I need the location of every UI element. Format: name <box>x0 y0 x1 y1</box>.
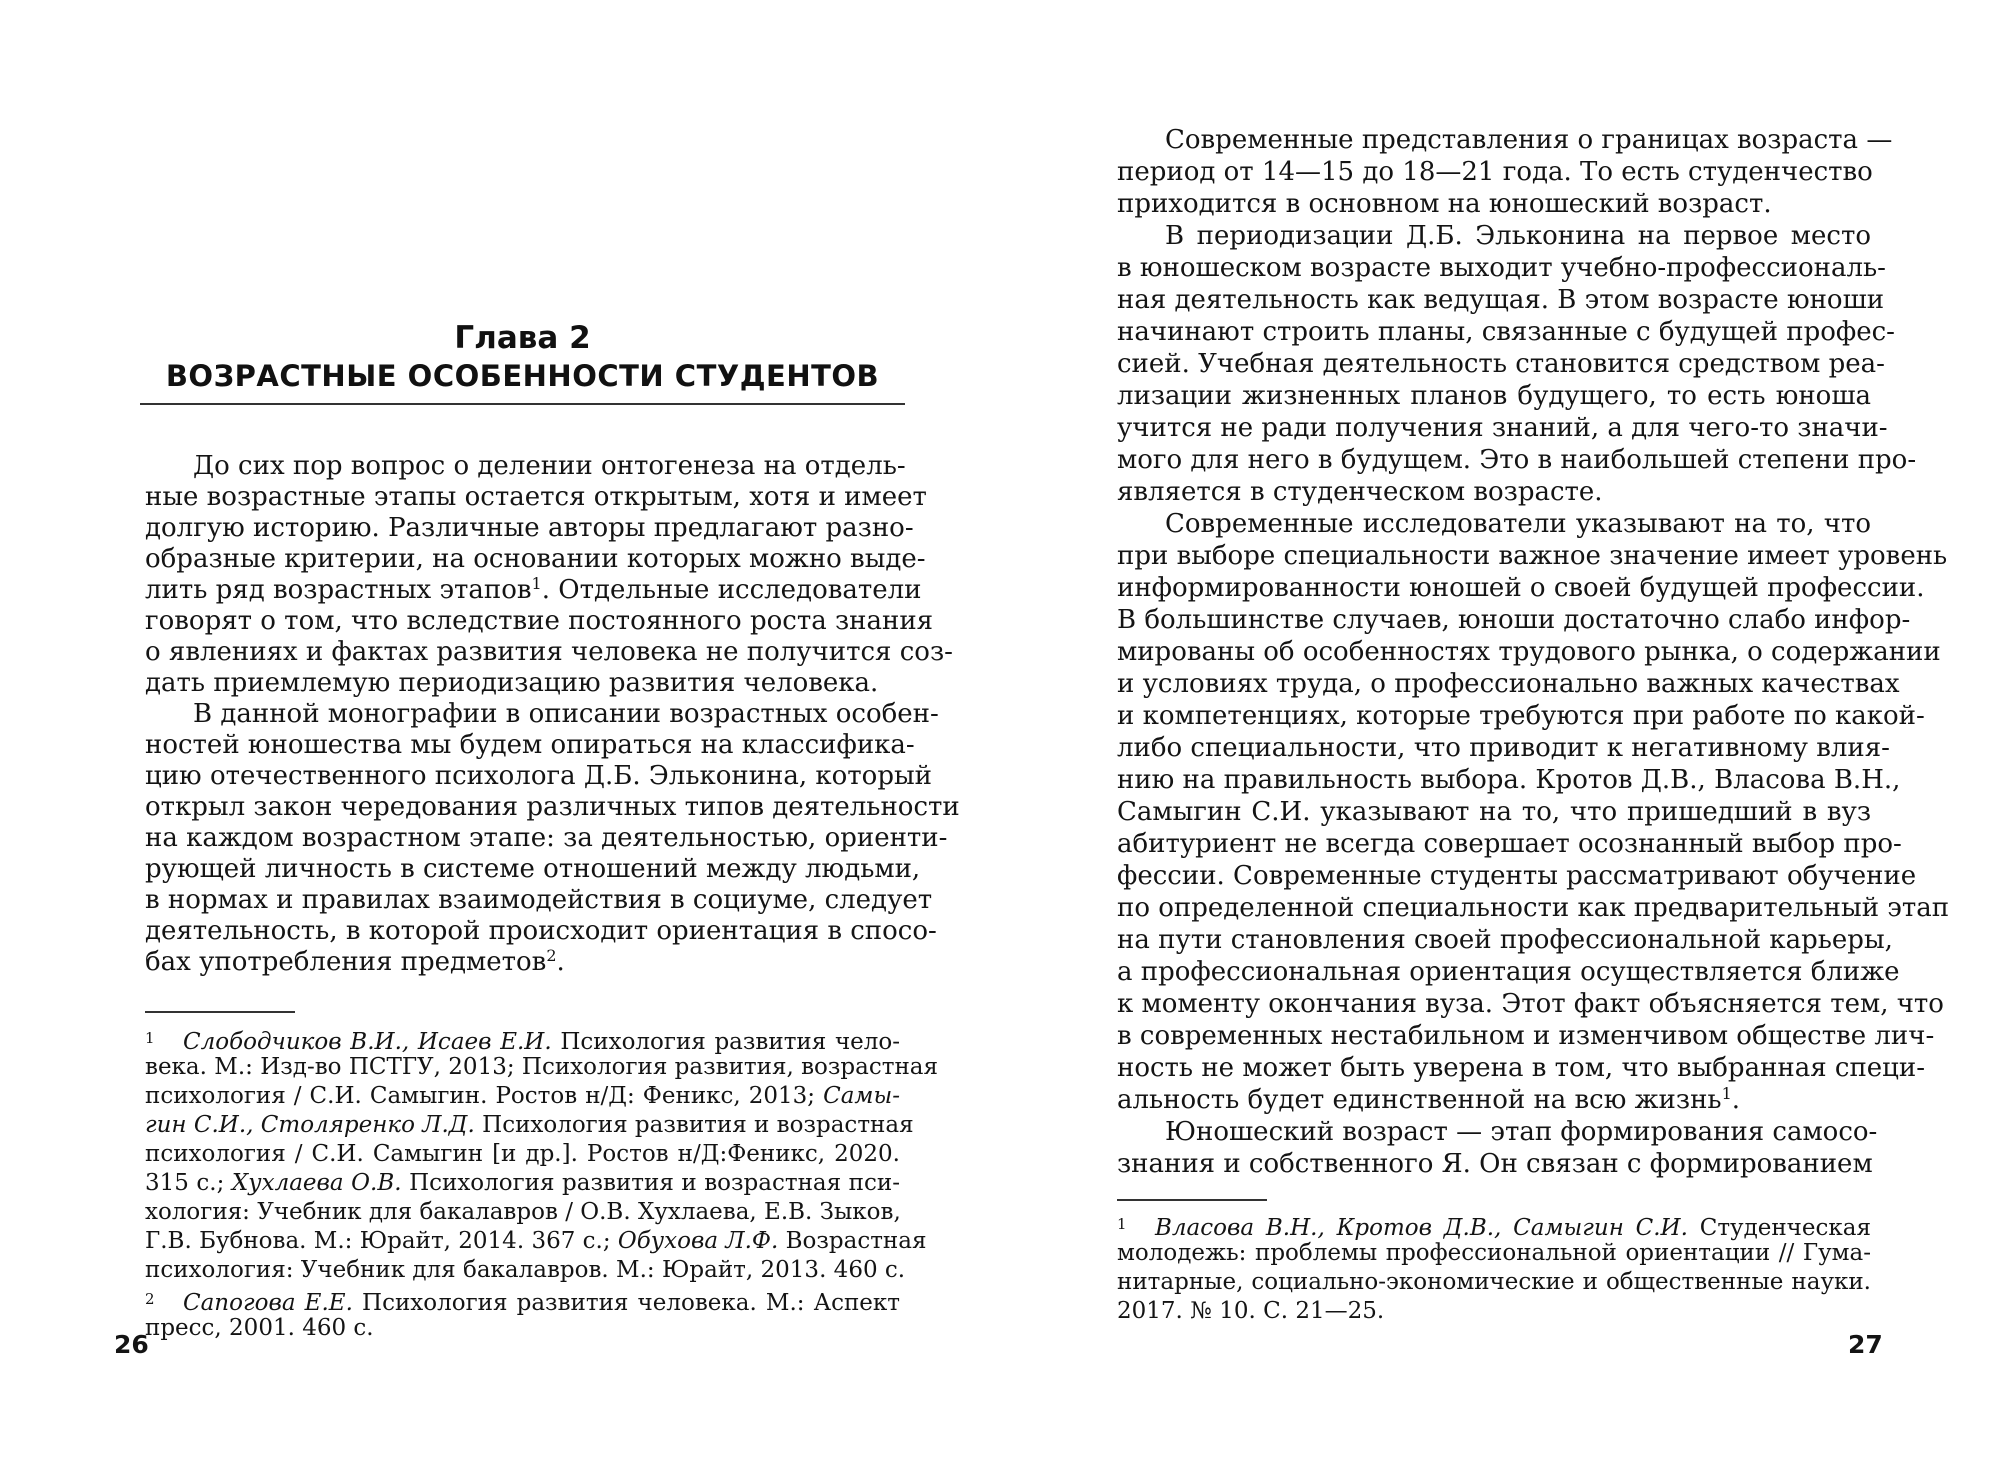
text-line: мого для него в будущем. Это в наибольшей степени про- <box>1117 445 1917 475</box>
footnote-author: Хухлаева О.В. <box>231 1170 402 1196</box>
text-line: долгую историю. Различные авторы предлагают разно- <box>145 513 914 543</box>
footnote-line: молодежь: проблемы профессиональной ориентации // Гума- <box>1117 1240 1871 1266</box>
text-line: бах употребления предметов$^2$. <box>145 946 565 977</box>
text-line: учится не ради получения знаний, а для чего-то значи- <box>1117 413 1888 443</box>
text-line: нию на правильность выбора. Кротов Д.В., Власова В.Н., <box>1117 765 1901 795</box>
text-line: фессии. Современные студенты рассматривают обучение <box>1117 861 1917 891</box>
text-line: и компетенциях, которые требуются при работе по какой- <box>1117 701 1925 731</box>
page-number-left: 26 <box>114 1330 149 1359</box>
text-fragment: . Отдельные исследователи <box>541 575 922 605</box>
text-line: лизации жизненных планов будущего, то есть юноша <box>1117 381 1871 411</box>
text-line: к моменту окончания вуза. Этот факт объясняется тем, что <box>1117 989 1944 1019</box>
footnote-line <box>145 1169 900 1198</box>
text-line: на каждом возрастном этапе: за деятельностью, ориенти- <box>145 823 948 853</box>
chapter-number: Глава 2 <box>454 320 591 356</box>
text-line: ность не может быть уверена в том, что выбранная специ- <box>1117 1053 1926 1083</box>
text-fragment: альность будет единственной на всю жизнь <box>1117 1085 1722 1115</box>
text-line: ные возрастные этапы остается открытым, хотя и имеет <box>145 482 927 512</box>
text-line: открыл закон чередования различных типов деятельности <box>145 792 960 822</box>
footnote-line: психология / С.И. Самыгин [и др.]. Ростов н/Д:Феникс, 2020. <box>145 1141 900 1167</box>
text-line: в нормах и правилах взаимодействия в социуме, следует <box>145 885 933 915</box>
text-line: является в студенческом возрасте. <box>1117 477 1603 507</box>
footnote-line: нитарные, социально-экономические и общественные науки. <box>1117 1269 1871 1295</box>
footnote-ref-1: 1 <box>1721 1084 1732 1103</box>
text-line: и условиях труда, о профессионально важных качествах <box>1117 669 1900 699</box>
text-line: В периодизации Д.Б. Эльконина на первое место <box>1165 221 1871 251</box>
footnote-author: Самы- <box>823 1083 900 1109</box>
footnote-ref-1: 1 <box>531 574 542 593</box>
footnote-line: психология: Учебник для бакалавров. М.: Юрайт, 2013. 460 с. <box>145 1257 906 1283</box>
text-line: альность будет единственной на всю жизнь$^1$. <box>1117 1084 1741 1115</box>
text-line: В данной монографии в описании возрастных особен- <box>193 699 939 729</box>
text-line: деятельность, в которой происходит ориентация в спосо- <box>145 916 937 946</box>
footnote-author: Обухова Л.Ф. <box>617 1228 779 1254</box>
text-line: Юношеский возраст — этап формирования самосо- <box>1165 1117 1878 1147</box>
page-number-right: 27 <box>1848 1330 1883 1359</box>
footnote-line <box>145 1285 900 1314</box>
footnote-author: Сапогова Е.Е. <box>183 1290 353 1316</box>
text-fragment: Психология развития человека. М.: Аспект <box>352 1290 901 1316</box>
text-line: ностей юношества мы будем опираться на классифика- <box>145 730 915 760</box>
text-line: Современные представления о границах возраста — <box>1165 125 1893 155</box>
text-fragment: лить ряд возрастных этапов <box>145 575 532 605</box>
text-fragment: Психология развития и возрастная <box>474 1112 914 1138</box>
text-line: В большинстве случаев, юноши достаточно слабо инфор- <box>1117 605 1911 635</box>
text-line: в современных нестабильном и изменчивом обществе лич- <box>1117 1021 1935 1051</box>
text-line: о явлениях и фактах развития человека не получится соз- <box>145 637 953 667</box>
footnote-author: гин С.И., Столяренко Л.Д. <box>145 1112 475 1138</box>
text-fragment: 315 с.; <box>145 1170 232 1196</box>
footnote-ref-2: 2 <box>546 946 557 965</box>
text-line: в юношеском возрасте выходит учебно-профессиональ- <box>1117 253 1886 283</box>
text-fragment: Студенческая <box>1687 1215 1871 1241</box>
footnote-number: 1 <box>145 1029 155 1047</box>
text-line: либо специальности, что приводит к негативному влия- <box>1117 733 1890 763</box>
footnote-line: хология: Учебник для бакалавров / О.В. Хухлаева, Е.В. Зыков, <box>145 1199 901 1225</box>
text-line: при выборе специальности важное значение имеет уровень <box>1117 541 1948 571</box>
footnote-author: Слободчиков В.И., Исаев Е.И. <box>183 1029 552 1055</box>
text-line: говорят о том, что вследствие постоянного роста знания <box>145 606 934 636</box>
footnote-divider <box>1117 1199 1267 1201</box>
text-line: дать приемлемую периодизацию развития человека. <box>145 668 879 698</box>
text-line: а профессиональная ориентация осуществляется ближе <box>1117 957 1900 987</box>
text-line: До сих пор вопрос о делении онтогенеза на отдель- <box>193 451 906 481</box>
footnote-line: пресс, 2001. 460 с. <box>145 1315 374 1341</box>
text-line: образные критерии, на основании которых можно выде- <box>145 544 926 574</box>
text-fragment: психология / С.И. Самыгин. Ростов н/Д: Феникс, 2013; <box>145 1083 824 1109</box>
footnote-number: 1 <box>1117 1215 1127 1233</box>
text-line: рующей личность в системе отношений между людьми, <box>145 854 921 884</box>
text-line: приходится в основном на юношеский возраст. <box>1117 189 1772 219</box>
text-fragment: бах употребления предметов <box>145 947 547 977</box>
footnote-line: века. М.: Изд-во ПСТГУ, 2013; Психология развития, возрастная <box>145 1054 939 1080</box>
footnote-line: 2017. № 10. С. 21—25. <box>1117 1298 1385 1324</box>
text-line: абитуриент не всегда совершает осознанный выбор про- <box>1117 829 1902 859</box>
text-line: на пути становления своей профессиональной карьеры, <box>1117 925 1893 955</box>
footnote-number: 2 <box>145 1290 155 1308</box>
text-line: информированности юношей о своей будущей профессии. <box>1117 573 1925 603</box>
right-body-text <box>1117 0 1950 1475</box>
text-line: Самыгин С.И. указывают на то, что пришедший в вуз <box>1117 797 1871 827</box>
text-fragment: Психология развития и возрастная пси- <box>401 1170 900 1196</box>
text-fragment: Психология развития чело- <box>551 1029 900 1055</box>
left-body-text <box>145 0 960 1475</box>
text-line: ная деятельность как ведущая. В этом возрасте юноши <box>1117 285 1885 315</box>
text-fragment: Г.В. Бубнова. М.: Юрайт, 2014. 367 с.; <box>145 1228 618 1254</box>
text-line: знания и собственного Я. Он связан с формированием <box>1117 1149 1873 1179</box>
footnote-line <box>1117 1210 1871 1239</box>
footnote-line <box>145 1111 914 1140</box>
text-line: по определенной специальности как предварительный этап <box>1117 893 1950 923</box>
text-line: Современные исследователи указывают на то, что <box>1165 509 1871 539</box>
footnote-line <box>145 1082 900 1111</box>
footnote-author: Власова В.Н., Кротов Д.В., Самыгин С.И. <box>1155 1215 1688 1241</box>
text-line: период от 14—15 до 18—21 года. То есть студенчество <box>1117 157 1873 187</box>
text-line: начинают строить планы, связанные с будущей профес- <box>1117 317 1895 347</box>
text-line: сией. Учебная деятельность становится средством реа- <box>1117 349 1885 379</box>
chapter-title: ВОЗРАСТНЫЕ ОСОБЕННОСТИ СТУДЕНТОВ <box>165 359 880 393</box>
text-line: мированы об особенностях трудового рынка, о содержании <box>1117 637 1941 667</box>
footnote-line <box>145 1227 927 1256</box>
text-line: цию отечественного психолога Д.Б. Эльконина, который <box>145 761 932 791</box>
footnote-line <box>145 1024 900 1053</box>
text-fragment: Возрастная <box>778 1228 927 1254</box>
footnote-divider <box>145 1011 295 1013</box>
text-line <box>145 574 922 606</box>
